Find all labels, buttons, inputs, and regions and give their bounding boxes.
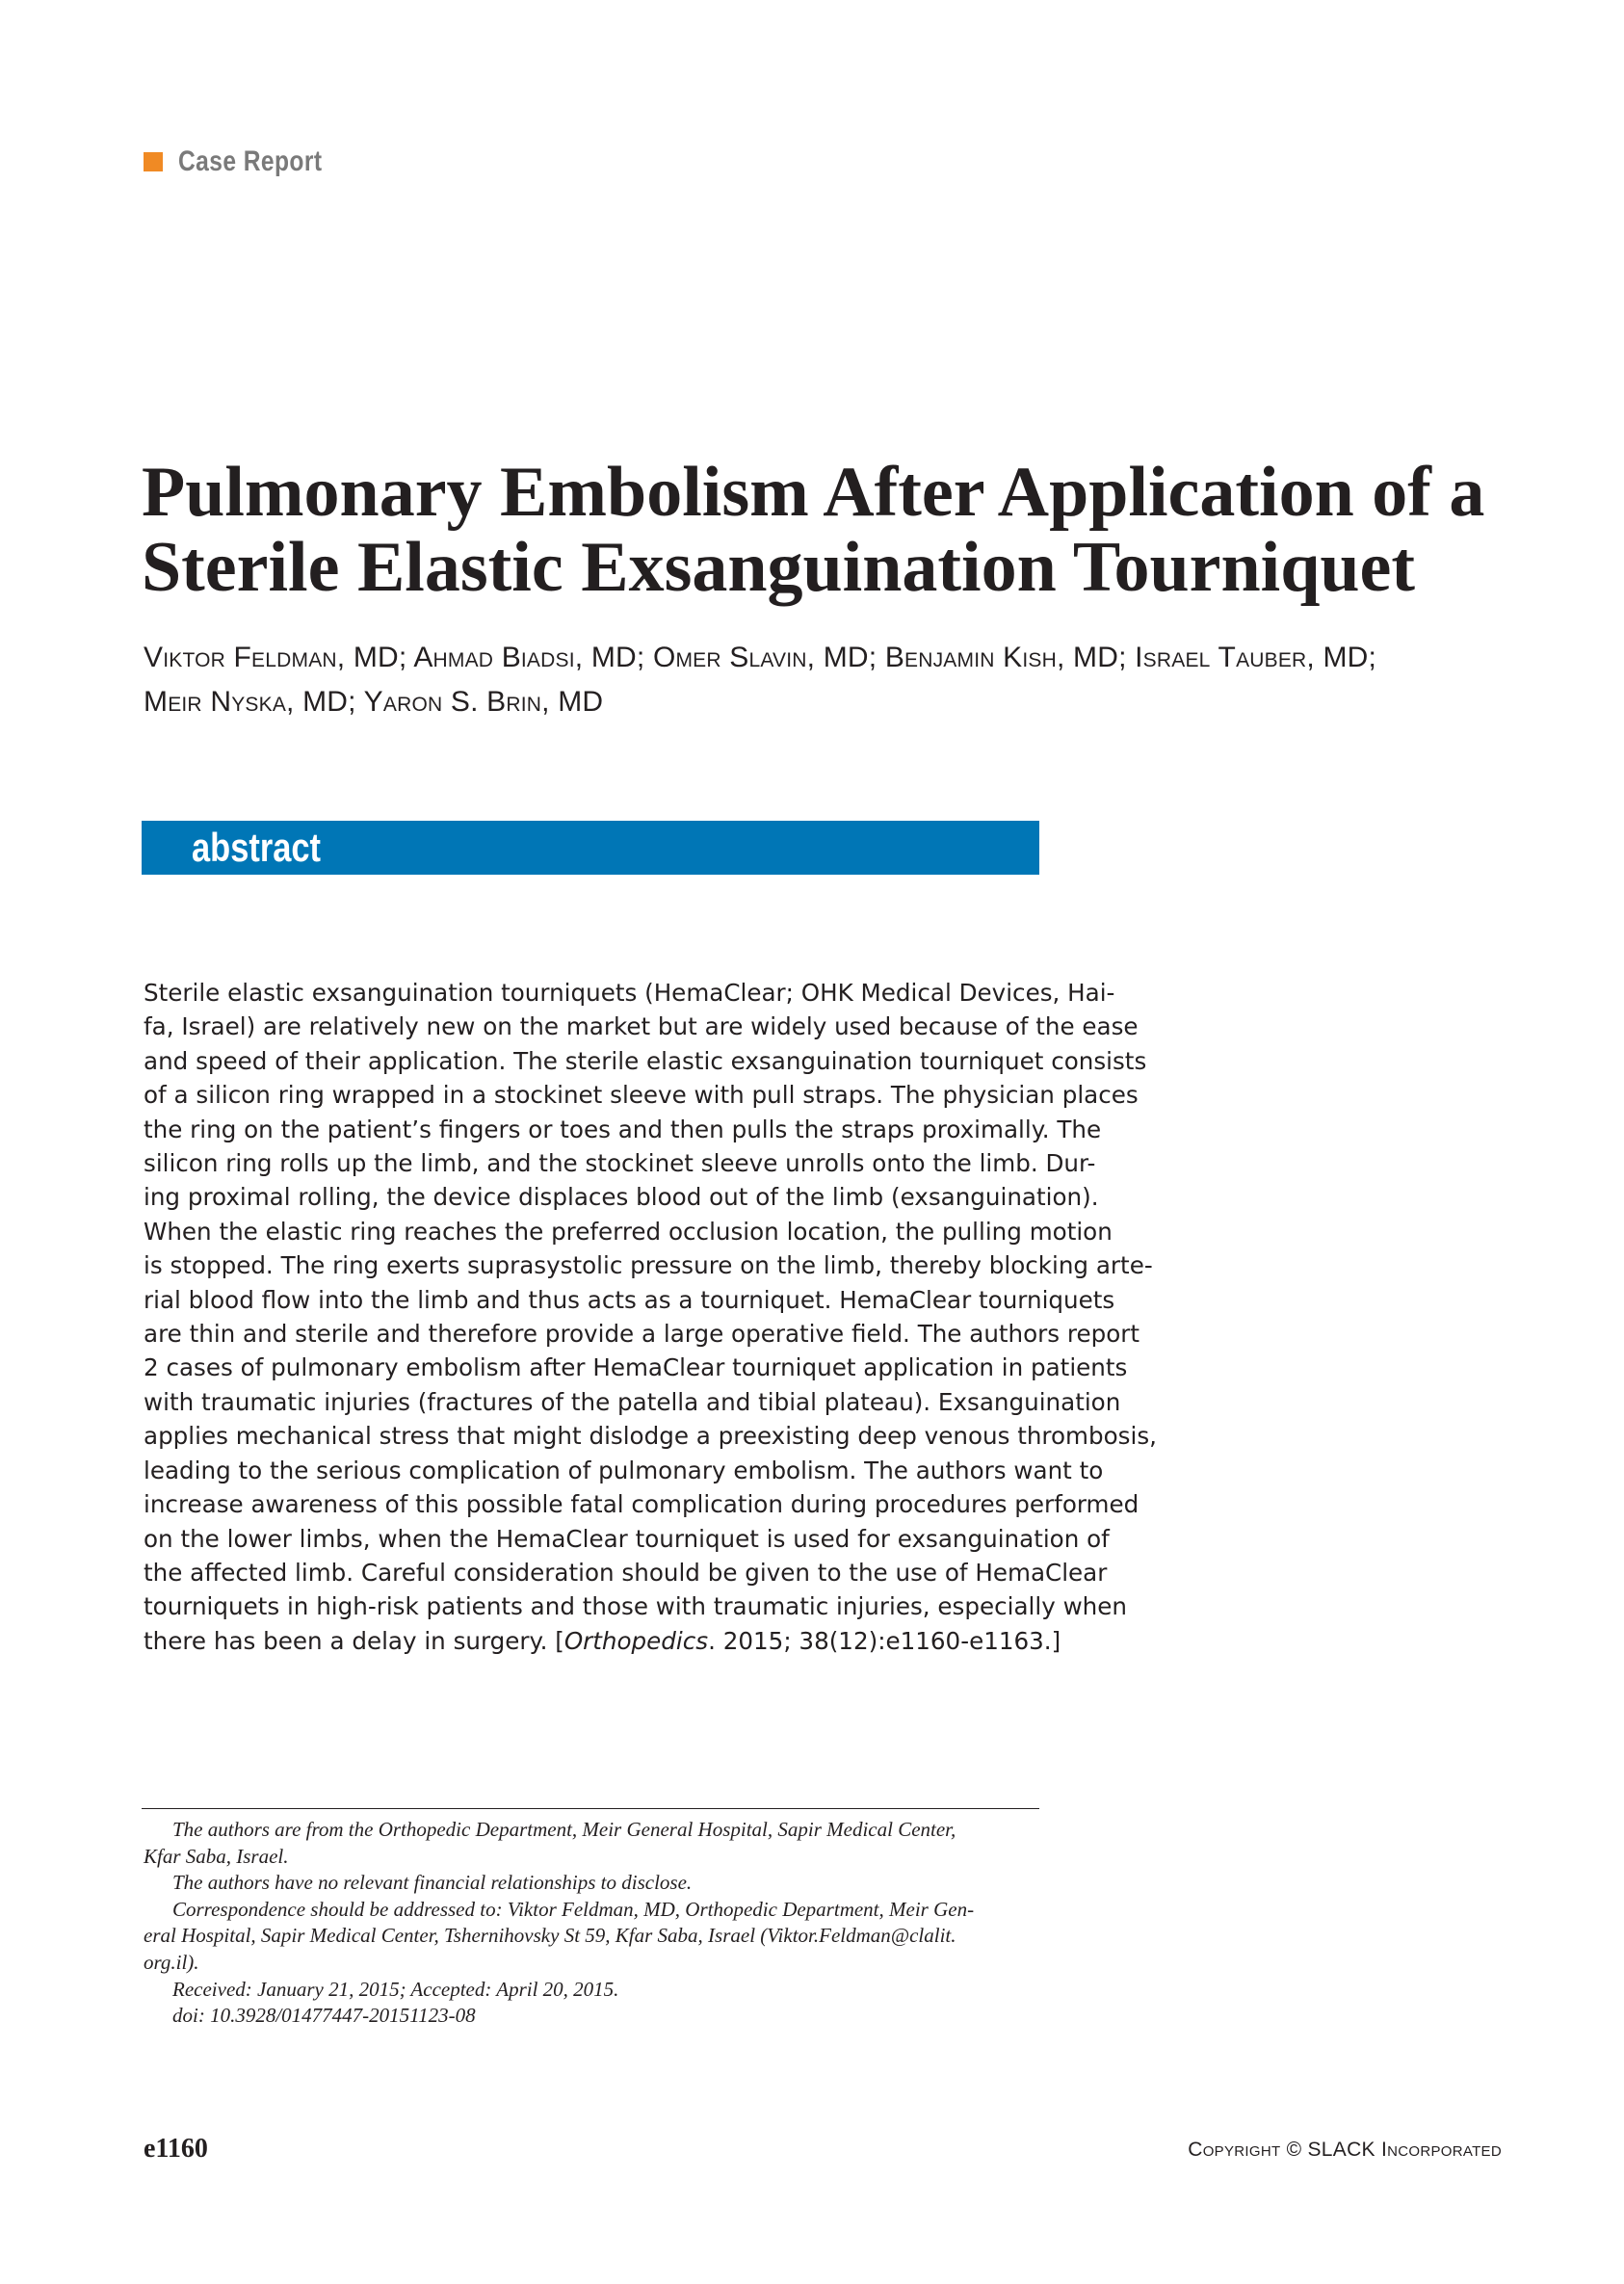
abstract-line: is stopped. The ring exerts suprasystolic pressure on the limb, thereby blocking arte- bbox=[144, 1251, 1153, 1280]
author-line: Viktor Feldman, MD; Ahmad Biadsi, MD; Omer Slavin, MD; Benjamin Kish, MD; Israel Tauber, MD; bbox=[144, 642, 1377, 673]
footnote-received: Received: January 21, 2015; Accepted: April 20, 2015. bbox=[172, 1977, 619, 2001]
citation-suffix: . 2015; 38(12):e1160-e1163.] bbox=[708, 1626, 1061, 1655]
footnote-correspondence-cont: org.il). bbox=[144, 1950, 199, 1974]
page-number: e1160 bbox=[144, 2134, 208, 2164]
abstract-line: silicon ring rolls up the limb, and the stockinet sleeve unrolls onto the limb. Dur- bbox=[144, 1149, 1096, 1178]
abstract-citation-line bbox=[144, 1624, 1061, 1658]
section-marker-square bbox=[144, 152, 163, 171]
footnote-doi: doi: 10.3928/01477447-20151123-08 bbox=[172, 2004, 476, 2028]
citation-prefix: there has been a delay in surgery. [ bbox=[144, 1626, 564, 1655]
section-label: Case Report bbox=[178, 145, 323, 177]
abstract-line: tourniquets in high-risk patients and those with traumatic injuries, especially when bbox=[144, 1592, 1127, 1621]
author-list bbox=[144, 636, 1540, 724]
article-title bbox=[142, 455, 1538, 605]
abstract-body bbox=[144, 976, 1157, 1658]
abstract-line: the affected limb. Careful consideration should be given to the use of HemaClear bbox=[144, 1558, 1108, 1587]
copyright-notice: Copyright © SLACK Incorporated bbox=[1188, 2139, 1502, 2161]
abstract-line: applies mechanical stress that might dislodge a preexisting deep venous thrombosis, bbox=[144, 1422, 1157, 1451]
footnote-disclosure: The authors have no relevant financial relationships to disclose. bbox=[172, 1871, 693, 1895]
abstract-line: of a silicon ring wrapped in a stockinet sleeve with pull straps. The physician places bbox=[144, 1081, 1139, 1110]
author-line: Meir Nyska, MD; Yaron S. Brin, MD bbox=[144, 686, 604, 718]
abstract-heading: abstract bbox=[192, 825, 321, 870]
abstract-line: rial blood flow into the limb and thus acts as a tourniquet. HemaClear tourniquets bbox=[144, 1285, 1115, 1314]
abstract-line: ing proximal rolling, the device displaces blood out of the limb (exsanguination). bbox=[144, 1183, 1099, 1212]
citation-journal: Orthopedics bbox=[563, 1626, 709, 1655]
abstract-line: Sterile elastic exsanguination tourniquets (HemaClear; OHK Medical Devices, Hai- bbox=[144, 979, 1115, 1007]
footnotes bbox=[144, 1817, 1039, 2030]
abstract-line: the ring on the patient’s fingers or toes and then pulls the straps proximally. The bbox=[144, 1115, 1102, 1143]
section-tag bbox=[144, 145, 354, 178]
abstract-line: with traumatic injuries (fractures of the patella and tibial plateau). Exsanguination bbox=[144, 1387, 1121, 1416]
footnote-divider bbox=[142, 1808, 1039, 1809]
footnote-affiliation: The authors are from the Orthopedic Department, Meir General Hospital, Sapir Medical Center, bbox=[172, 1818, 956, 1841]
footnote-affiliation-cont: Kfar Saba, Israel. bbox=[144, 1844, 289, 1868]
abstract-heading-bar bbox=[142, 821, 1039, 875]
title-line: Pulmonary Embolism After Application of a bbox=[142, 453, 1485, 532]
abstract-line: and speed of their application. The sterile elastic exsanguination tourniquet consists bbox=[144, 1046, 1147, 1075]
title-line: Sterile Elastic Exsanguination Tourniquet bbox=[142, 528, 1415, 607]
footnote-correspondence: Correspondence should be addressed to: Viktor Feldman, MD, Orthopedic Department, Meir Gen- bbox=[172, 1897, 975, 1921]
abstract-line: fa, Israel) are relatively new on the market but are widely used because of the ease bbox=[144, 1012, 1139, 1041]
abstract-line: When the elastic ring reaches the preferred occlusion location, the pulling motion bbox=[144, 1217, 1113, 1246]
abstract-line: leading to the serious complication of pulmonary embolism. The authors want to bbox=[144, 1456, 1104, 1484]
abstract-line: increase awareness of this possible fatal complication during procedures performed bbox=[144, 1490, 1139, 1519]
abstract-line: 2 cases of pulmonary embolism after HemaClear tourniquet application in patients bbox=[144, 1353, 1128, 1382]
abstract-line: on the lower limbs, when the HemaClear tourniquet is used for exsanguination of bbox=[144, 1524, 1110, 1553]
footnote-correspondence-cont: eral Hospital, Sapir Medical Center, Tshernihovsky St 59, Kfar Saba, Israel (Viktor.Feldman@clalit. bbox=[144, 1924, 956, 1948]
abstract-line: are thin and sterile and therefore provide a large operative field. The authors report bbox=[144, 1320, 1140, 1349]
